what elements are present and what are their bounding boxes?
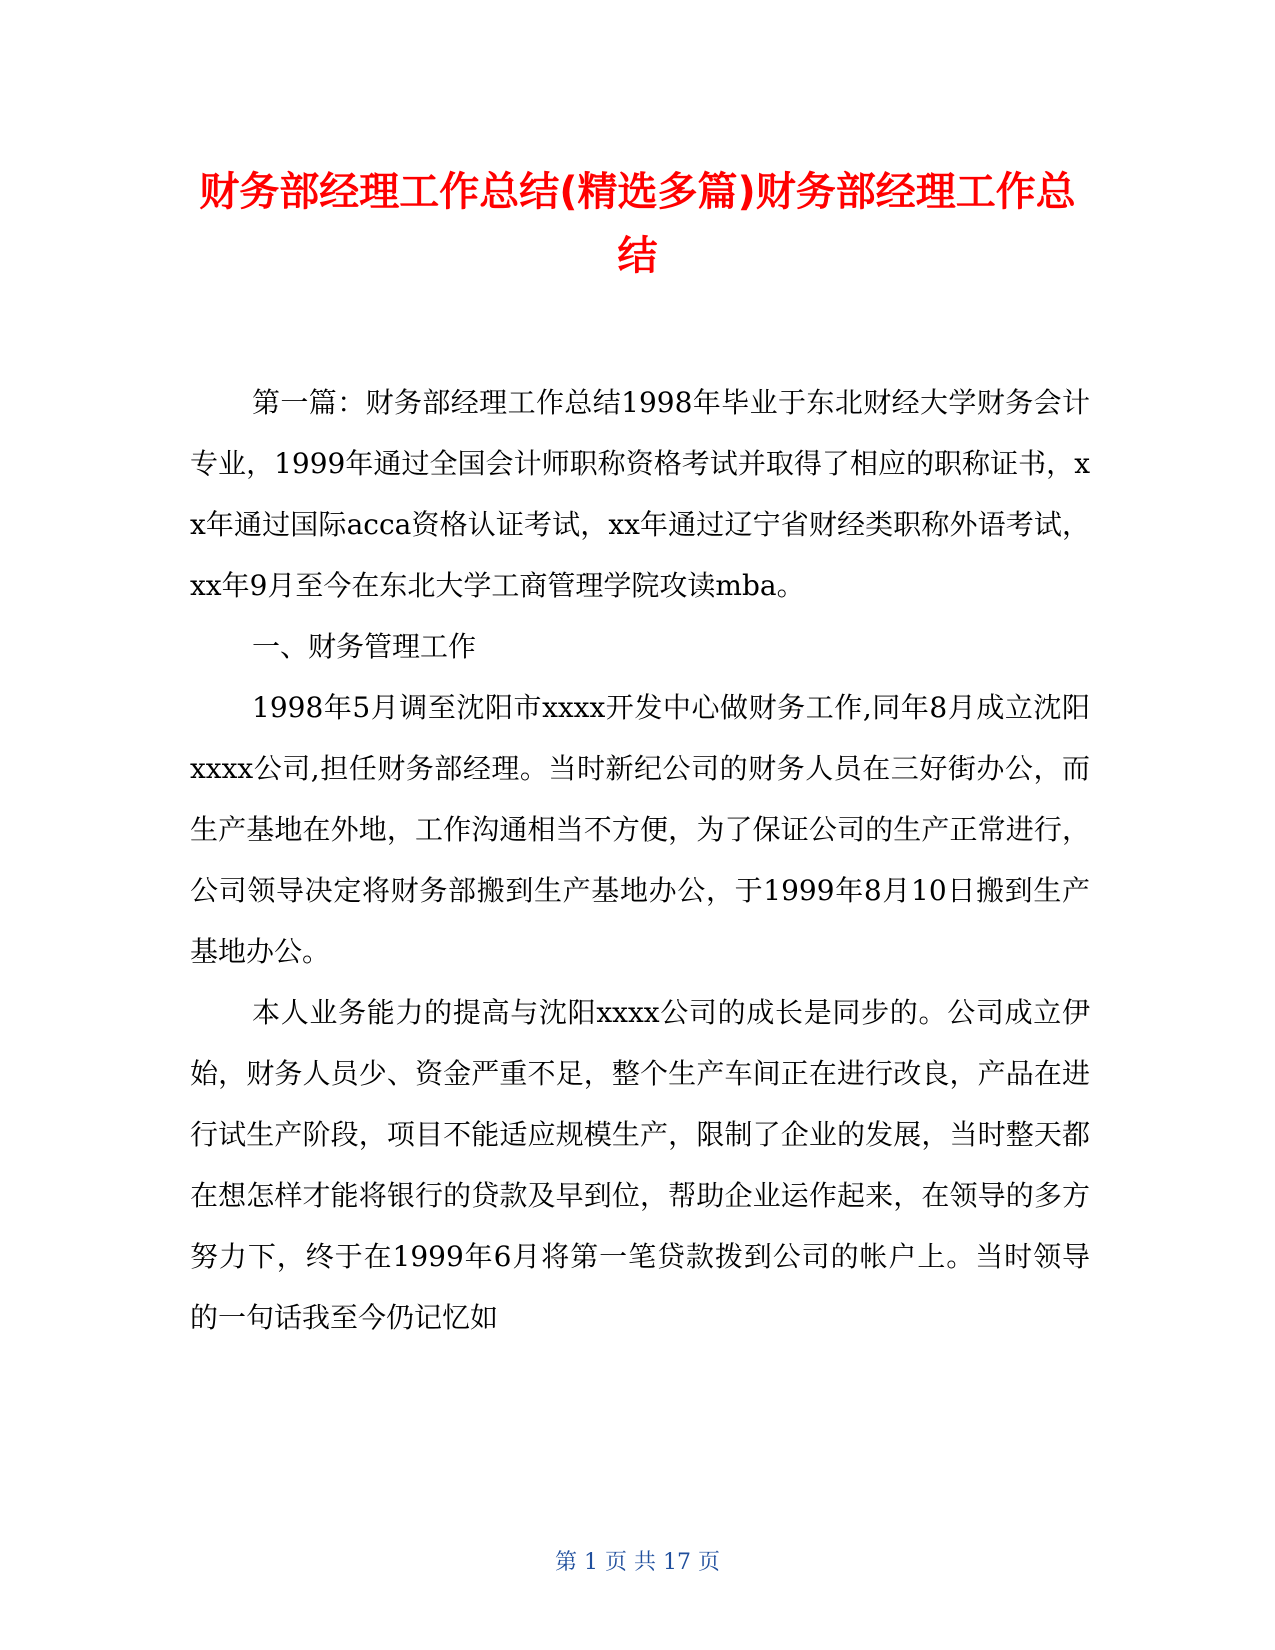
document-title: 财务部经理工作总结(精选多篇)财务部经理工作总结	[199, 169, 1076, 279]
paragraph-2: 1998年5月调至沈阳市xxxx开发中心做财务工作,同年8月成立沈阳xxxx公司,担任财务部经理。当时新纪公司的财务人员在三好街办公，而生产基地在外地，工作沟通相当不方便，为了保证公司的生产正常进行，公司领导决定将财务部搬到生产基地办公，于1999年8月10日搬到生产基地办公。	[190, 691, 1090, 968]
section-heading: 一、财务管理工作	[252, 630, 477, 663]
paragraph-1: 第一篇：财务部经理工作总结1998年毕业于东北财经大学财务会计专业，1999年通过全国会计师职称资格考试并取得了相应的职称证书，xx年通过国际acca资格认证考试，xx年通过辽宁省财经类职称外语考试，xx年9月至今在东北大学工商管理学院攻读mba。	[190, 386, 1090, 602]
page-number-footer: 第 1 页 共 17 页	[555, 1550, 720, 1575]
paragraph-3: 本人业务能力的提高与沈阳xxxx公司的成长是同步的。公司成立伊始，财务人员少、资金严重不足，整个生产车间正在进行改良，产品在进行试生产阶段，项目不能适应规模生产，限制了企业的发展，当时整天都在想怎样才能将银行的贷款及早到位，帮助企业运作起来，在领导的多方努力下，终于在1999年6月将第一笔贷款拨到公司的帐户上。当时领导的一句话我至今仍记忆如	[190, 996, 1090, 1334]
document-body	[190, 372, 1090, 1348]
